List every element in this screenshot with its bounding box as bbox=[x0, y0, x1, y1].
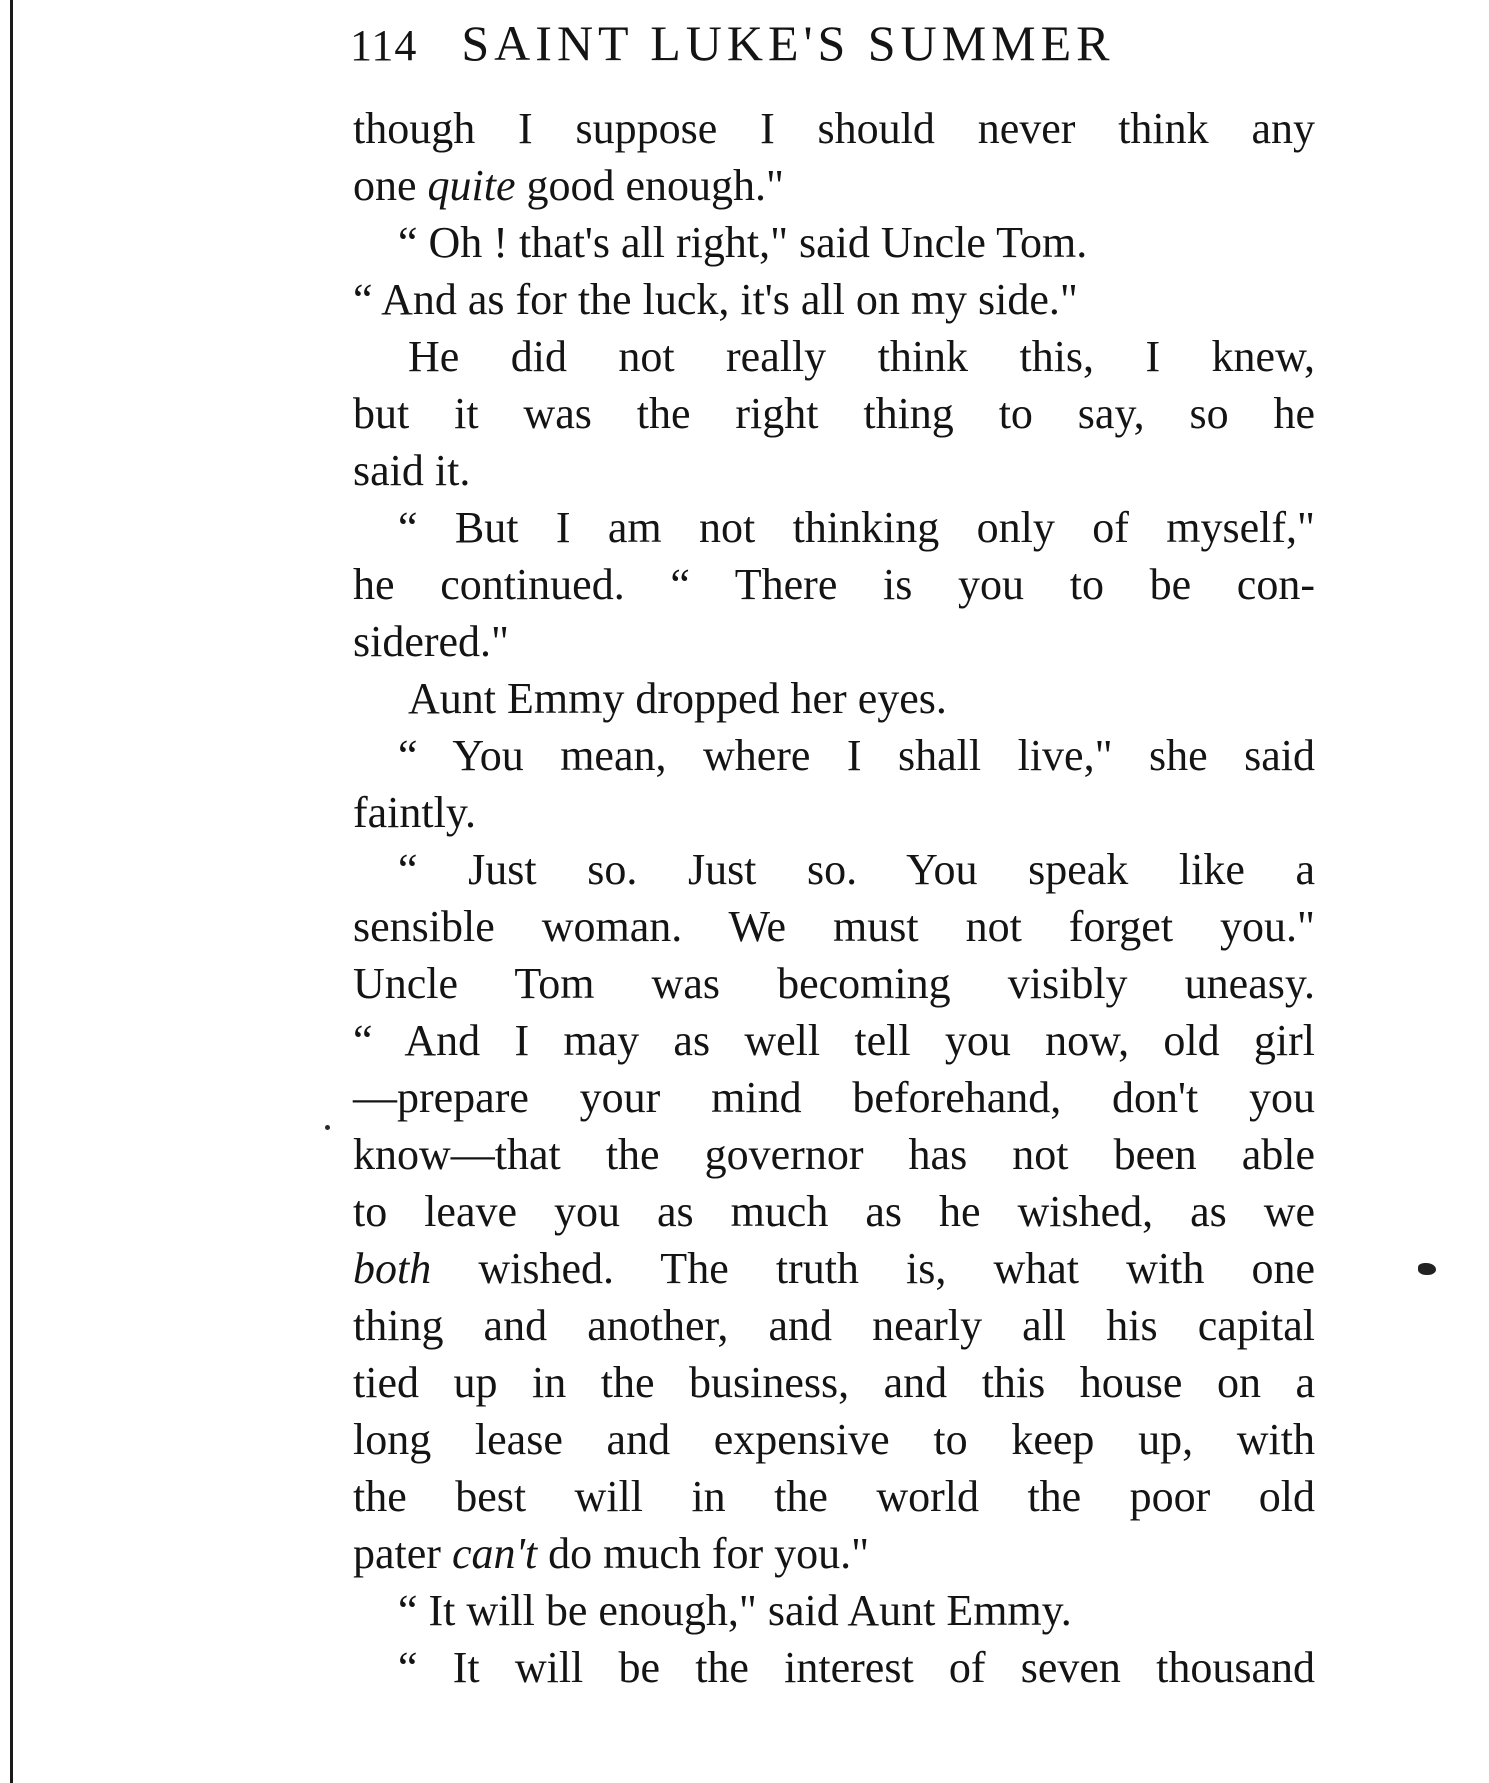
text-line: Uncle Tom was becoming visibly uneasy. bbox=[353, 959, 1315, 1008]
text-line: know—that the governor has not been able bbox=[353, 1130, 1315, 1179]
page-header bbox=[350, 14, 1115, 84]
text-line: “ And as for the luck, it's all on my side." bbox=[353, 275, 1078, 324]
ink-speck bbox=[325, 1125, 330, 1130]
text-line: faintly. bbox=[353, 788, 476, 837]
text-line: sensible woman. We must not forget you." bbox=[353, 902, 1315, 951]
text-line: though I suppose I should never think any bbox=[353, 104, 1315, 153]
text-line: pater can't do much for you." bbox=[353, 1529, 870, 1578]
text-line: “ And I may as well tell you now, old girl bbox=[353, 1016, 1315, 1065]
text-line: —prepare your mind beforehand, don't you bbox=[353, 1073, 1315, 1122]
text-line: he continued. “ There is you to be con- bbox=[353, 560, 1315, 609]
text-line: tied up in the business, and this house on a bbox=[353, 1358, 1315, 1407]
text-line: thing and another, and nearly all his capital bbox=[353, 1301, 1315, 1350]
text-line: both wished. The truth is, what with one bbox=[353, 1244, 1315, 1293]
text-line: said it. bbox=[353, 446, 471, 495]
page-edge-rule bbox=[10, 0, 13, 1783]
page-number: 114 bbox=[350, 21, 418, 70]
text-line: “ Oh ! that's all right," said Uncle Tom. bbox=[398, 218, 1088, 267]
text-line: “ Just so. Just so. You speak like a bbox=[398, 845, 1315, 894]
text-line: “ You mean, where I shall live," she said bbox=[398, 731, 1315, 780]
text-line: “ But I am not thinking only of myself," bbox=[398, 503, 1315, 552]
emphasis: can't bbox=[451, 1529, 538, 1578]
text-line: “ It will be enough," said Aunt Emmy. bbox=[398, 1586, 1072, 1635]
text-line: Aunt Emmy dropped her eyes. bbox=[408, 674, 947, 723]
text-line: to leave you as much as he wished, as we bbox=[353, 1187, 1315, 1236]
running-title: SAINT LUKE'S SUMMER bbox=[461, 15, 1115, 71]
margin-ink-mark bbox=[1418, 1263, 1436, 1275]
emphasis: quite bbox=[427, 161, 516, 210]
text-line: but it was the right thing to say, so he bbox=[353, 389, 1315, 438]
body-text bbox=[353, 100, 1315, 1696]
text-line: He did not really think this, I knew, bbox=[408, 332, 1315, 381]
text-line: long lease and expensive to keep up, with bbox=[353, 1415, 1315, 1464]
text-line: “ It will be the interest of seven thousand bbox=[398, 1643, 1315, 1692]
text-line: sidered." bbox=[353, 617, 510, 666]
emphasis: both bbox=[353, 1244, 432, 1293]
text-line: the best will in the world the poor old bbox=[353, 1472, 1315, 1521]
text-line: one quite good enough." bbox=[353, 161, 785, 210]
